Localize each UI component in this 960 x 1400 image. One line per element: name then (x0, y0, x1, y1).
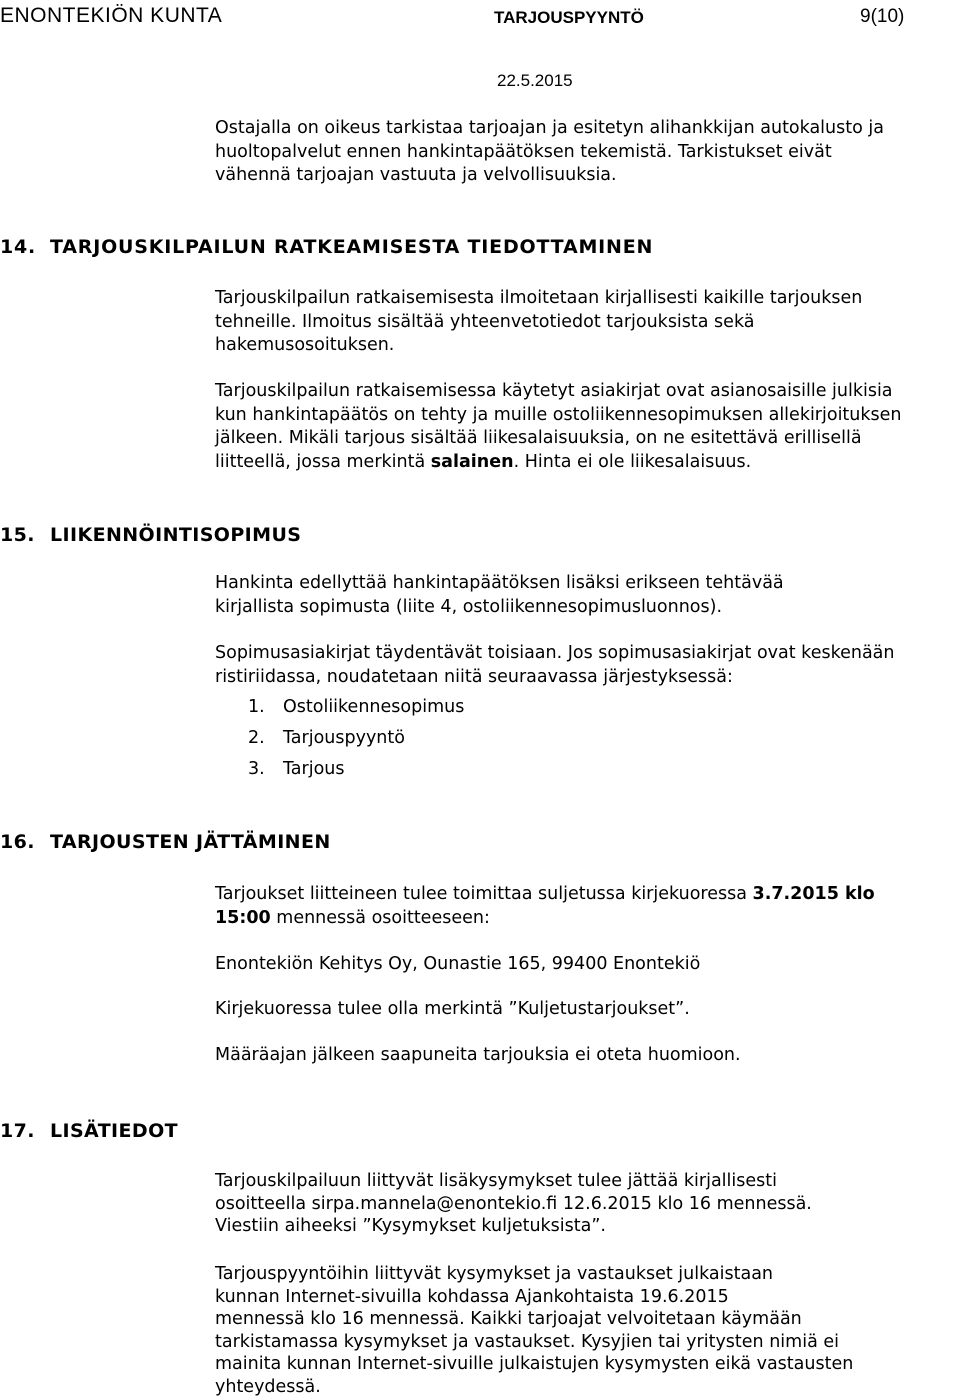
section-number: 17. (0, 1120, 35, 1142)
header-page-number: 9(10) (860, 6, 905, 27)
intro-paragraph (215, 117, 884, 188)
deadline-time: 15:00 (215, 907, 271, 928)
section-17-heading (0, 1120, 178, 1142)
text-line: Tarjoukset liitteineen tulee toimittaa suljetussa kirjekuoressa 3.7.2015 klo (215, 884, 875, 904)
text-line: tarkistamassa kysymykset ja vastaukset. Kysyjien tai yritysten nimiä ei (215, 1331, 839, 1352)
text-line: Viestiin aiheeksi ”Kysymykset kuljetuksista”. (215, 1216, 606, 1236)
text-line: Tarjouskilpailun ratkaisemisessa käytetyt asiakirjat ovat asianosaisille julkisia (215, 381, 893, 401)
section-17-paragraph-1 (215, 1170, 812, 1238)
section-16-address: Enontekiön Kehitys Oy, Ounastie 165, 99400 Enontekiö (215, 954, 701, 974)
text-line: jälkeen. Mikäli tarjous sisältää liikesalaisuuksia, on ne esitettävä erillisellä (215, 428, 862, 448)
header-document-type: TARJOUSPYYNTÖ (494, 8, 644, 27)
text-line: osoitteella sirpa.mannela@enontekio.fi 12.6.2015 klo 16 mennessä. (215, 1193, 812, 1214)
text-line: 15:00 mennessä osoitteeseen: (215, 907, 490, 928)
section-15-paragraph-2 (215, 642, 894, 689)
deadline-date: 3.7.2015 klo (752, 884, 875, 904)
priority-list (248, 696, 464, 789)
section-17-paragraph-2 (215, 1263, 853, 1398)
section-16-deadline (215, 883, 875, 930)
section-14-paragraph-1 (215, 287, 862, 358)
text-line: Tarjouskilpailun ratkaisemisesta ilmoitetaan kirjallisesti kaikille tarjouksen (215, 288, 863, 308)
text-line: Hankinta edellyttää hankintapäätöksen lisäksi erikseen tehtävää (215, 573, 784, 593)
text-line: Sopimusasiakirjat täydentävät toisiaan. Jos sopimusasiakirjat ovat keskenään (215, 643, 895, 663)
section-title: TARJOUSTEN JÄTTÄMINEN (50, 831, 331, 853)
header-organization: ENONTEKIÖN KUNTA (0, 4, 223, 27)
text-line: mainita kunnan Internet-sivuille julkaistujen kysymysten eikä vastausten (215, 1354, 854, 1374)
bold-keyword: salainen (430, 451, 514, 472)
text-line: Ostajalla on oikeus tarkistaa tarjoajan ja esitetyn alihankkijan autokalusto ja (215, 118, 884, 138)
text-line: ristiriidassa, noudatetaan niitä seuraavassa järjestyksessä: (215, 666, 733, 687)
text-line: kunnan Internet-sivuilla kohdassa Ajankohtaista 19.6.2015 (215, 1286, 729, 1307)
text-line: tehneille. Ilmoitus sisältää yhteenvetotiedot tarjouksista sekä (215, 311, 755, 332)
list-item: 3. Tarjous (248, 759, 345, 779)
header-date: 22.5.2015 (497, 71, 573, 90)
list-item: 1. Ostoliikennesopimus (248, 697, 465, 717)
section-14-heading (0, 236, 653, 258)
text-line: kirjallista sopimusta (liite 4, ostoliikennesopimusluonnos). (215, 596, 723, 617)
section-14-paragraph-2 (215, 380, 902, 474)
section-15-paragraph-1 (215, 572, 784, 619)
text-line: Tarjouspyyntöihin liittyvät kysymykset ja vastaukset julkaistaan (215, 1264, 774, 1284)
section-16-heading (0, 831, 331, 853)
text-line: huoltopalvelut ennen hankintapäätöksen tekemistä. Tarkistukset eivät (215, 141, 832, 162)
text-line: mennessä klo 16 mennessä. Kaikki tarjoajat velvoitetaan käymään (215, 1309, 802, 1329)
text-line: kun hankintapäätös on tehty ja muille ostoliikennesopimuksen allekirjoituksen (215, 404, 902, 425)
text-line: liitteellä, jossa merkintä salainen. Hinta ei ole liikesalaisuus. (215, 451, 752, 472)
section-16-marking: Kirjekuoressa tulee olla merkintä ”Kuljetustarjoukset”. (215, 999, 690, 1019)
section-title: TARJOUSKILPAILUN RATKEAMISESTA TIEDOTTAMINEN (50, 236, 654, 258)
section-16-late-notice: Määräajan jälkeen saapuneita tarjouksia ei oteta huomioon. (215, 1045, 741, 1065)
list-item: 2. Tarjouspyyntö (248, 728, 405, 748)
text-line: hakemusosoituksen. (215, 335, 395, 355)
section-15-heading (0, 524, 301, 546)
section-number: 16. (0, 831, 35, 853)
section-title: LISÄTIEDOT (50, 1120, 178, 1142)
text-line: Tarjouskilpailuun liittyvät lisäkysymykset tulee jättää kirjallisesti (215, 1171, 777, 1191)
text-line: yhteydessä. (215, 1376, 321, 1397)
text-line: vähennä tarjoajan vastuuta ja velvollisuuksia. (215, 165, 617, 185)
section-title: LIIKENNÖINTISOPIMUS (50, 524, 302, 546)
section-number: 15. (0, 524, 35, 546)
section-number: 14. (0, 236, 37, 258)
